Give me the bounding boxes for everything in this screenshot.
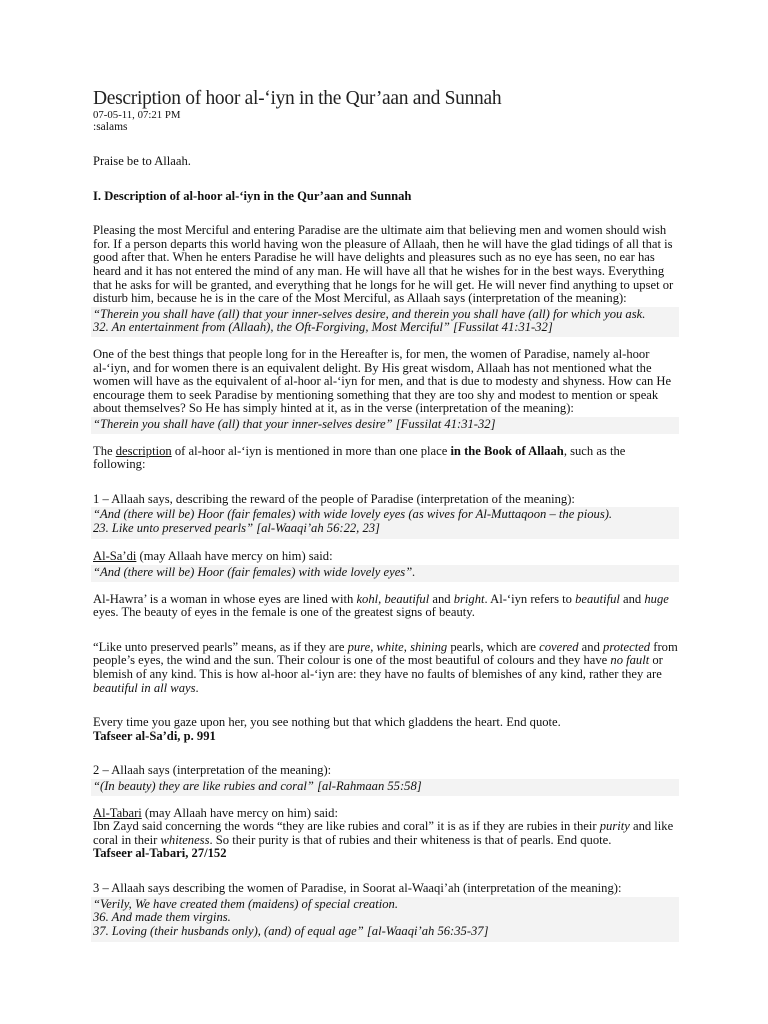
quote-waaqiah-2 [91, 897, 679, 943]
italic-run: shining [410, 639, 448, 654]
text-run: and [619, 591, 645, 606]
bold-run: in the Book of Allaah [450, 443, 564, 458]
paragraph-pearls [93, 641, 680, 695]
text-run: , [403, 639, 411, 654]
item2-intro: 2 – Allaah says (interpretation of the meaning): [93, 763, 332, 778]
text-run: , [370, 639, 377, 654]
italic-run: protected [603, 639, 651, 654]
italic-run: covered [539, 639, 579, 654]
quote-line: 23. Like unto preserved pearls” [al-Waaqi’ah 56:22, 23] [93, 520, 380, 535]
italic-run: purity [599, 819, 630, 834]
paragraph-paradise: Pleasing the most Merciful and entering Paradise are the ultimate aim that believing men and women should wish for. If a person departs this world having won the pleasure of Allaah, then he will have the glad tidings of all that is good after that. When he enters Paradise he will have delights and pleasures such as no eye has seen, no ear has heard and it has not entered the mind of any man. He will have all that he wishes for in the best ways. Everything that he asks for will be granted, and everything that he longs for he will get. He will never find anything to upset or disturb him, because he is in the care of the Most Merciful, as Allaah says (interpretation of the meaning): [93, 223, 674, 306]
text-run: of al-hoor al-‘iyn is mentioned in more than one place [171, 443, 451, 458]
post-greeting: :salams [93, 121, 128, 133]
text-run: and [429, 591, 454, 606]
text-run: and [578, 639, 604, 654]
post-timestamp: 07-05-11, 07:21 PM [93, 109, 181, 121]
description-link[interactable]: description [115, 443, 172, 458]
text-run: (may Allaah have mercy on him) said: [136, 549, 333, 564]
text-run: Ibn Zayd said concerning the words “they are like rubies and coral” it is as if they are rubies in their [93, 819, 600, 834]
italic-run: white [376, 639, 404, 654]
text-run: eyes. The beauty of eyes in the female is one of the greatest signs of beauty. [93, 605, 475, 620]
text-run: or blemish of any kind. This is how al-hoor al-‘iyn are: they have no faults of blemishes of any kind, rather they are [93, 653, 663, 682]
commentator-link-sadi[interactable]: Al-Sa’di [93, 549, 137, 564]
text-run: . So their purity is that of rubies and their whiteness is that of pearls. End quote. [209, 832, 612, 847]
italic-run: bright [453, 591, 485, 606]
quote-line: 36. And made them virgins. [93, 910, 231, 925]
text-run: . [195, 680, 199, 695]
quote-rahmaan: “(In beauty) they are like rubies and coral” [al-Rahmaan 55:58] [91, 779, 679, 796]
text-run: Al-Hawra’ is a woman in whose eyes are lined with [93, 591, 357, 606]
italic-run: beautiful in all ways [93, 680, 196, 695]
text-run: , [378, 591, 385, 606]
quote-fussilat-short: “Therein you shall have (all) that your inner-selves desire” [Fussilat 41:31-32] [91, 417, 679, 434]
text-run: pearls, which are [447, 639, 540, 654]
intro-text: Praise be to Allaah. [93, 154, 191, 168]
italic-run: beautiful [575, 591, 620, 606]
quote-line: “Verily, We have created them (maidens) of special creation. [93, 896, 398, 911]
quote-waaqiah-1 [91, 507, 679, 539]
source-sadi: Tafseer al-Sa’di, p. 991 [93, 728, 216, 743]
commentator-tabari [93, 807, 680, 821]
quote-fussilat [91, 307, 679, 337]
italic-run: beautiful [384, 591, 430, 606]
text-run: . Al-‘iyn refers to [484, 591, 576, 606]
quote-sadi: “And (there will be) Hoor (fair females) with wide lovely eyes”. [91, 565, 679, 582]
commentator-link-tabari[interactable]: Al-Tabari [93, 805, 142, 820]
text-run: The [93, 443, 116, 458]
source-tabari: Tafseer al-Tabari, 27/152 [93, 846, 227, 861]
italic-run: whiteness [160, 832, 210, 847]
italic-run: kohl [356, 591, 379, 606]
text-run: (may Allaah have mercy on him) said: [141, 805, 338, 820]
paragraph-description [93, 445, 680, 472]
page-title: Description of hoor al-‘iyn in the Qur’aan and Sunnah [93, 88, 502, 109]
text-run: “Like unto preserved pearls” means, as if they are [93, 639, 348, 654]
item1-intro: 1 – Allaah says, describing the reward of the people of Paradise (interpretation of the meaning): [93, 491, 575, 506]
paragraph-gaze: Every time you gaze upon her, you see nothing but that which gladdens the heart. End quote. [93, 715, 561, 730]
paragraph-hereafter: One of the best things that people long for in the Hereafter is, for men, the women of Paradise, namely al-hoor al-‘iyn, and for women there is an equivalent delight. By His great wisdom, Allaah has not mentioned what the women will have as the equivalent of al-hoor al-‘iyn for men, and that is due to modesty and shyness. How can He encourage them to seek Paradise by mentioning something that they are too shy and modest to mention or speak about themselves? So He has simply hinted at it, as in the verse (interpretation of the meaning): [93, 346, 672, 416]
italic-run: huge [644, 591, 669, 606]
text-run: from people’s eyes, the wind and the sun. Their colour is one of the most beautiful of colours and they have [93, 639, 678, 668]
quote-line: 32. An entertainment from (Allaah), the Oft-Forgiving, Most Merciful” [Fussilat 41:31-32] [93, 320, 553, 335]
paragraph-ibn-zayd [93, 820, 680, 847]
quote-line: 37. Loving (their husbands only), (and) of equal age” [al-Waaqi’ah 56:35-37] [93, 923, 489, 938]
item3-intro: 3 – Allaah says describing the women of Paradise, in Soorat al-Waaqi’ah (interpretation of the meaning): [93, 880, 622, 895]
italic-run: no fault [610, 653, 650, 668]
quote-line: “Therein you shall have (all) that your inner-selves desire, and therein you shall have (all) for which you ask. [93, 306, 646, 321]
italic-run: pure [347, 639, 371, 654]
text-run: , such as the following: [93, 443, 626, 472]
text-run: and like coral in their [93, 819, 674, 847]
section-heading: I. Description of al-hoor al-‘iyn in the Qur’aan and Sunnah [93, 188, 412, 203]
paragraph-hawra [93, 593, 680, 620]
quote-line: “And (there will be) Hoor (fair females) with wide lovely eyes (as wives for Al-Muttaqoon – the pious). [93, 507, 613, 522]
commentator-sadi [93, 550, 680, 564]
